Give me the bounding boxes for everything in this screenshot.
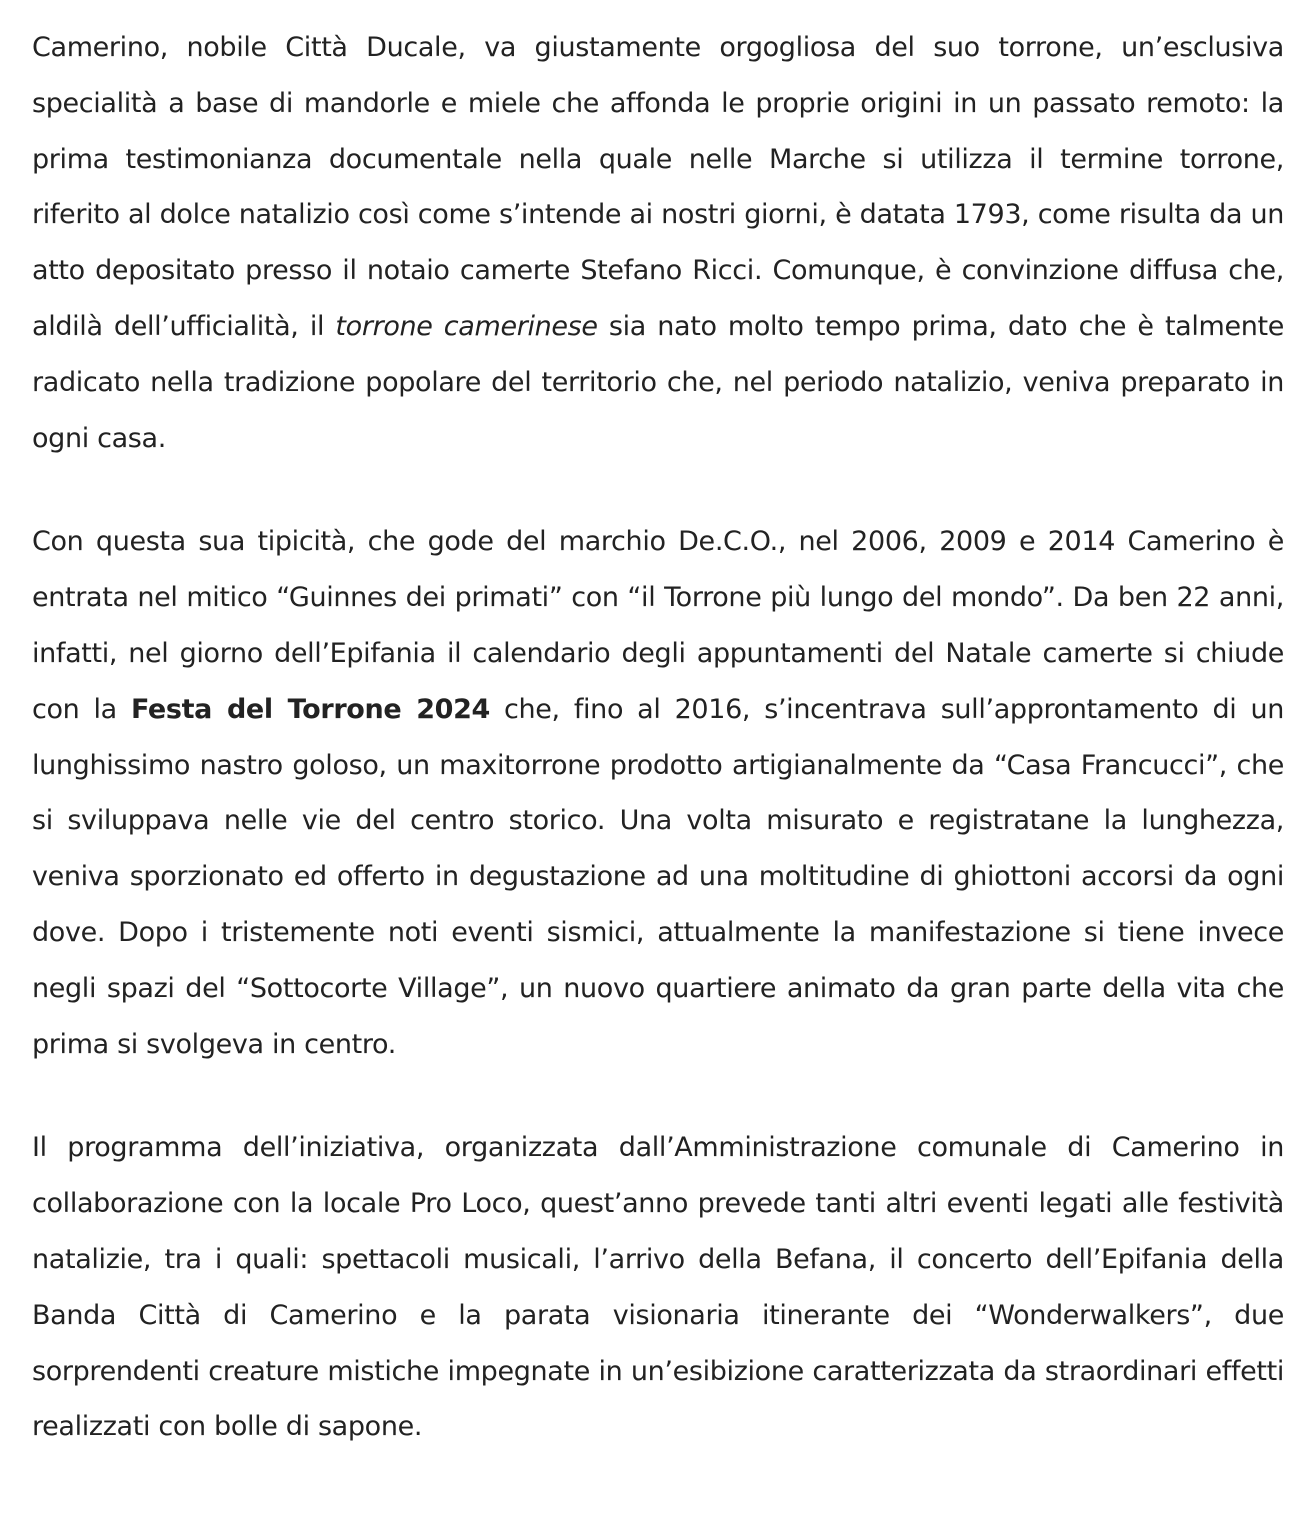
paragraph-history-text-end: sia nato molto tempo prima, dato che è talmente radicato nella tradizione popolare del territorio che, nel periodo natalizio, veniva preparato in ogni casa. [32, 310, 1285, 454]
torrone-camerinese-italic: torrone camerinese [335, 310, 598, 342]
paragraph-festival [32, 514, 1284, 1072]
paragraph-history [32, 20, 1284, 466]
paragraph-festival-text-start: Con questa sua tipicità, che gode del marchio De.C.O., nel 2006, 2009 e 2014 Camerino è entrata nel mitico “Guinnes dei primati” con “il Torrone più lungo del mondo”. Da ben 22 anni, infatti, nel giorno dell’Epifania il calendario degli appuntamenti del Natale camerte si chiude con la [32, 526, 1284, 725]
festa-del-torrone-bold: Festa del Torrone 2024 [130, 693, 490, 725]
paragraph-festival-text-end: che, fino al 2016, s’incentrava sull’approntamento di un lunghissimo nastro goloso, un maxitorrone prodotto artigianalmente da “Casa Francucci”, che si sviluppava nelle vie del centro storico. Una volta misurato e registratane la lunghezza, veniva sporzionato ed offerto in degustazione ad una moltitudine di ghiottoni accorsi da ogni dove. Dopo i tristemente noti eventi sismici, attualmente la manifestazione si tiene invece negli spazi del “Sottocorte Village”, un nuovo quartiere animato da gran parte della vita che prima si svolgeva in centro. [32, 693, 1284, 1060]
paragraph-history-text-start: Camerino, nobile Città Ducale, va giustamente orgogliosa del suo torrone, un’esclusiva specialità a base di mandorle e miele che affonda le proprie origini in un passato remoto: la prima testimonianza documentale nella quale nelle Marche si utilizza il termine torrone, riferito al dolce natalizio così come s’intende ai nostri giorni, è datata 1793, come risulta da un atto depositato presso il notaio camerte Stefano Ricci. Comunque, è convinzione diffusa che, aldilà dell’ufficialità, il [32, 32, 1284, 342]
paragraph-program-text: Il programma dell’iniziativa, organizzata dall’Amministrazione comunale di Camerino in collaborazione con la locale Pro Loco, quest’anno prevede tanti altri eventi legati alle festività natalizie, tra i quali: spettacoli musicali, l’arrivo della Befana, il concerto dell’Epifania della Banda Città di Camerino e la parata visionaria itinerante dei “Wonderwalkers”, due sorprendenti creature mistiche impegnate in un’esibizione caratterizzata da straordinari effetti realizzati con bolle di sapone. [32, 1132, 1284, 1443]
article-body [32, 20, 1284, 1455]
paragraph-program [32, 1120, 1284, 1455]
